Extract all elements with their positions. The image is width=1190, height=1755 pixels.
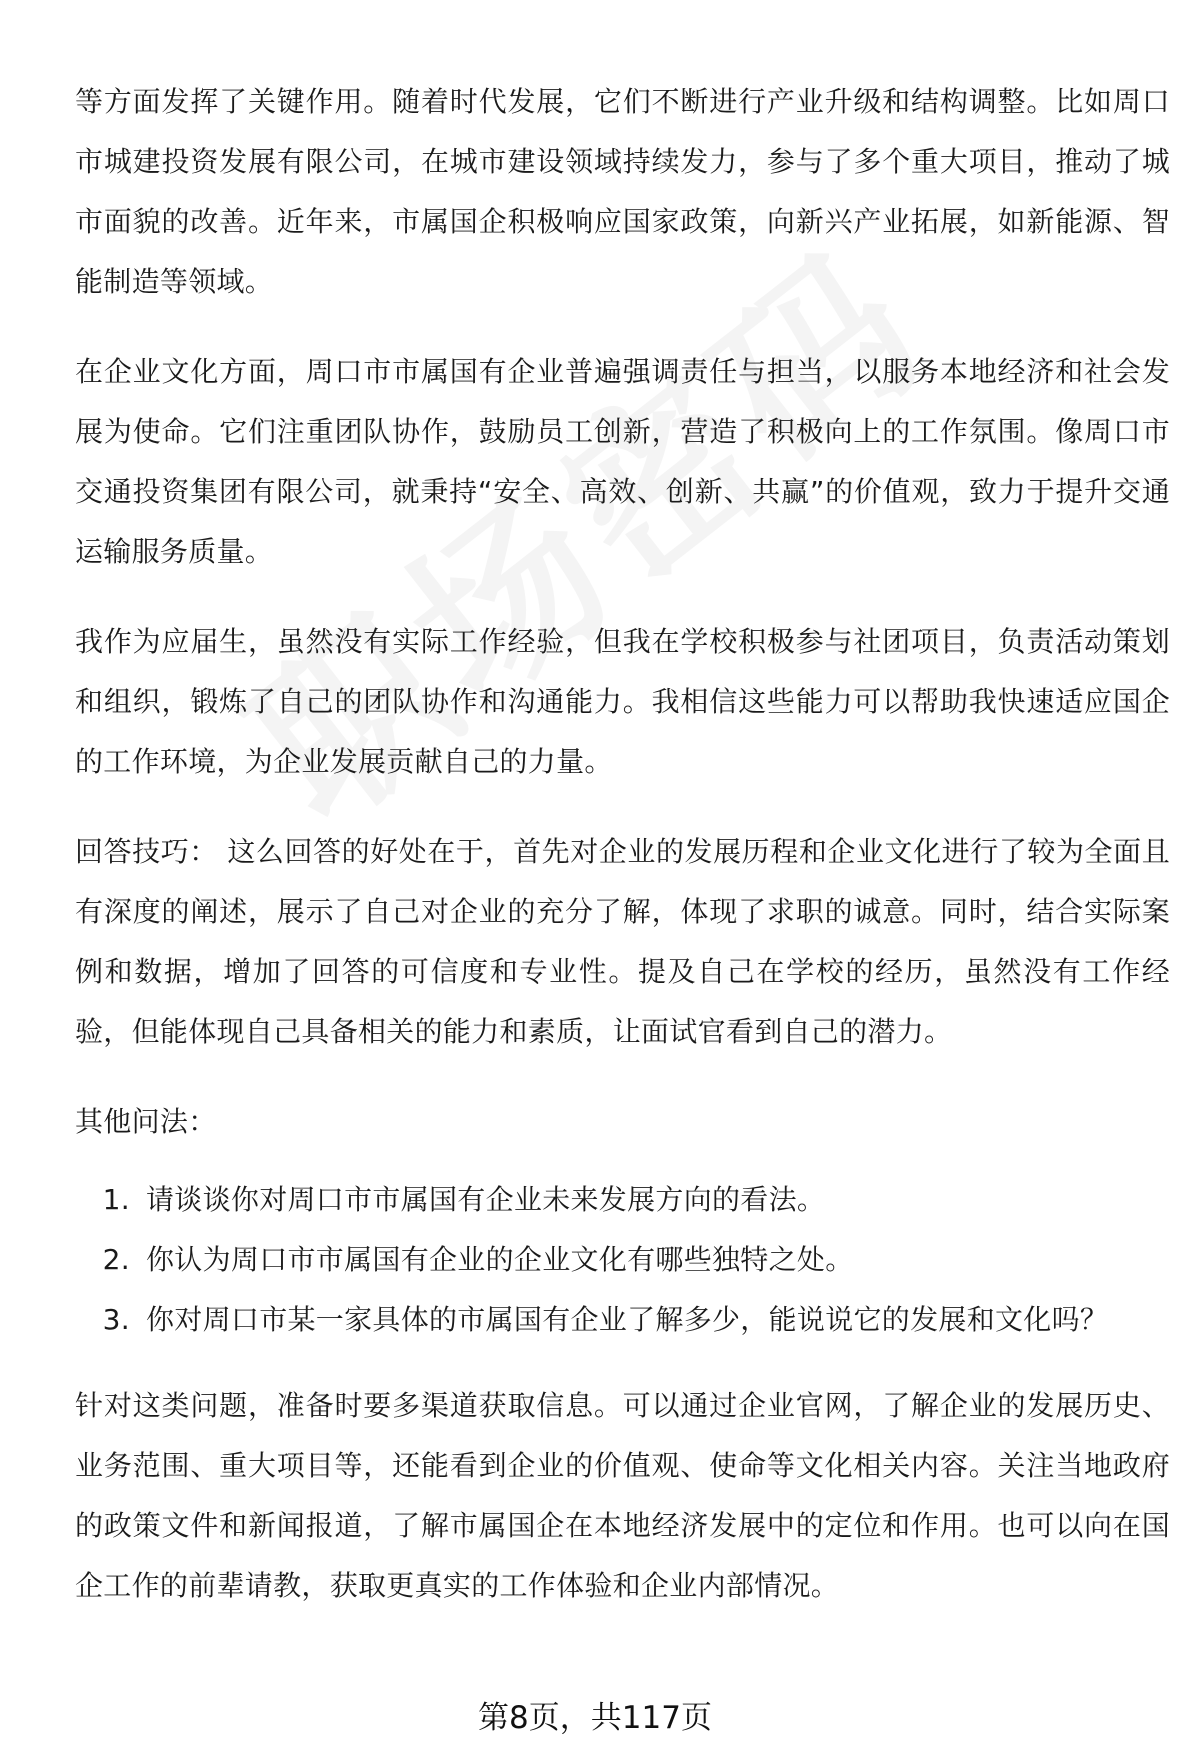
paragraph-preparation-advice: 针对这类问题，准备时要多渠道获取信息。可以通过企业官网，了解企业的发展历史、业务范围、重大项目等，还能看到企业的价值观、使命等文化相关内容。关注当地政府的政策文件和新闻报道，了解市属国企在本地经济发展中的定位和作用。也可以向在国企工作的前辈请教，获取更真实的工作体验和企业内部情况。 <box>75 1389 1170 1602</box>
paragraph-other-questions-heading: 其他问法： <box>75 1105 217 1138</box>
list-item-number: 1. <box>102 1183 130 1216</box>
document-body <box>75 72 1170 1646</box>
list-item-text: 你认为周口市市属国有企业的企业文化有哪些独特之处。 <box>146 1243 854 1276</box>
paragraph-answer-tips: 回答技巧： 这么回答的好处在于，首先对企业的发展历程和企业文化进行了较为全面且有深度的阐述，展示了自己对企业的充分了解，体现了求职的诚意。同时，结合实际案例和数据，增加了回答的可信度和专业性。提及自己在学校的经历，虽然没有工作经验，但能体现自己具备相关的能力和素质，让面试官看到自己的潜力。 <box>75 835 1170 1048</box>
paragraph-culture: 在企业文化方面，周口市市属国有企业普遍强调责任与担当，以服务本地经济和社会发展为使命。它们注重团队协作，鼓励员工创新，营造了积极向上的工作氛围。像周口市交通投资集团有限公司，就秉持“安全、高效、创新、共赢”的价值观，致力于提升交通运输服务质量。 <box>75 355 1170 568</box>
list-item-text: 你对周口市某一家具体的市属国有企业了解多少，能说说它的发展和文化吗？ <box>146 1303 1109 1336</box>
list-item <box>75 1290 1170 1350</box>
list-item-number: 3. <box>102 1303 130 1336</box>
list-item-number: 2. <box>102 1243 130 1276</box>
list-item <box>75 1230 1170 1290</box>
list-item-text: 请谈谈你对周口市市属国有企业未来发展方向的看法。 <box>146 1183 826 1216</box>
page-number-footer: 第8页，共117页 <box>478 1700 712 1736</box>
paragraph-self-intro: 我作为应届生，虽然没有实际工作经验，但我在学校积极参与社团项目，负责活动策划和组织，锻炼了自己的团队协作和沟通能力。我相信这些能力可以帮助我快速适应国企的工作环境，为企业发展贡献自己的力量。 <box>75 625 1170 778</box>
other-questions-list <box>75 1170 1170 1350</box>
list-item <box>75 1170 1170 1230</box>
paragraph-development: 等方面发挥了关键作用。随着时代发展，它们不断进行产业升级和结构调整。比如周口市城建投资发展有限公司，在城市建设领域持续发力，参与了多个重大项目，推动了城市面貌的改善。近年来，市属国企积极响应国家政策，向新兴产业拓展，如新能源、智能制造等领域。 <box>75 85 1170 298</box>
